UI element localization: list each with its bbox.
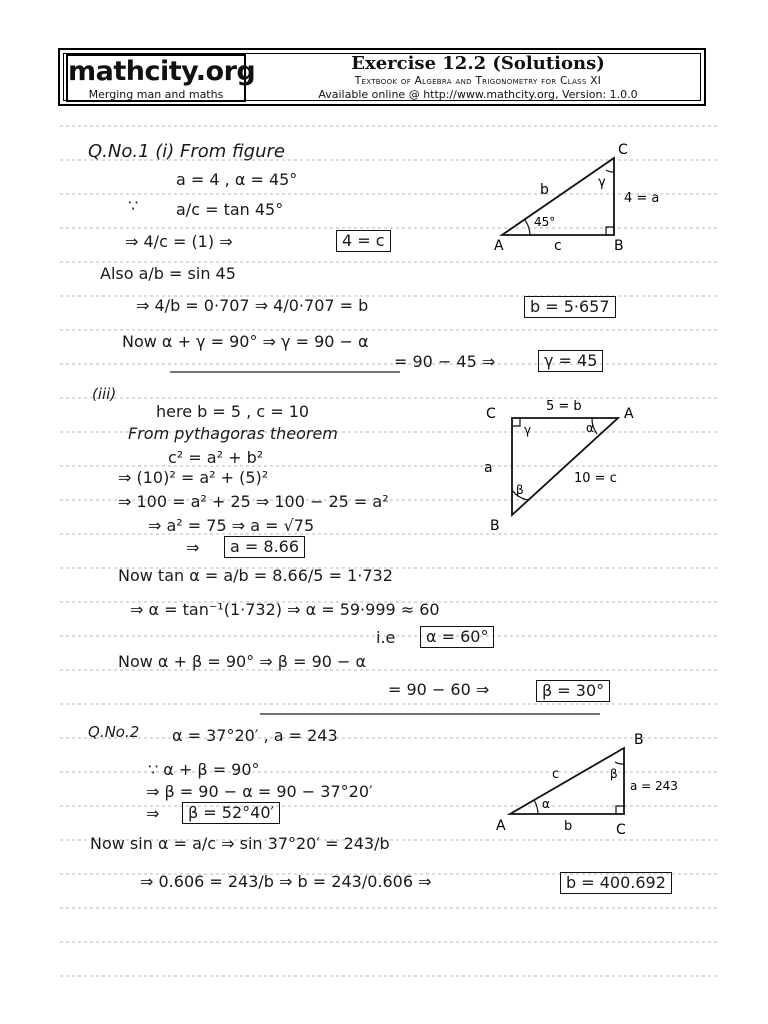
q1iii-vertex-b: B (490, 518, 500, 534)
q2-line-6: ⇒ 0.606 = 243/b ⇒ b = 243/0.606 ⇒ (140, 872, 432, 891)
q2-vertex-a: A (496, 818, 506, 834)
q2-triangle (492, 728, 702, 838)
q1-line-6: Now α + γ = 90° ⇒ γ = 90 − α (122, 332, 369, 351)
q1iii-line-6: ⇒ a² = 75 ⇒ a = √75 (148, 516, 315, 535)
logo-tagline: Merging man and maths (88, 88, 224, 101)
q2-line-3: ⇒ β = 90 − α = 90 − 37°20′ (146, 782, 373, 801)
q1-line-4: Also a/b = sin 45 (100, 264, 236, 283)
q1iii-line-12: = 90 − 60 ⇒ (388, 680, 490, 699)
q1-line-7: = 90 − 45 ⇒ (394, 352, 496, 371)
q1-line-5: ⇒ 4/b = 0·707 ⇒ 4/0·707 = b (136, 296, 369, 315)
logo-box (66, 54, 256, 102)
q1iii-triangle (478, 390, 658, 540)
q1-side-a: 4 = a (624, 191, 660, 206)
q1-angle-gamma: γ (598, 175, 606, 190)
q2-arrow-4: ⇒ (146, 804, 160, 823)
q1iii-side-left: a (484, 460, 493, 476)
q1iii-vertex-a: A (624, 406, 634, 422)
q2-answer-beta: β = 52°40′ (182, 802, 280, 824)
q1iii-heading: (iii) (92, 385, 117, 403)
q1iii-line-3: c² = a² + b² (168, 448, 264, 467)
q2-vertex-c: C (616, 822, 626, 838)
q1iii-line-1: here b = 5 , c = 10 (156, 402, 310, 421)
q1iii-answer-beta: β = 30° (536, 680, 610, 702)
q1iii-angle-gamma: γ (524, 423, 532, 437)
online-link-text: Available online @ http://www.mathcity.org, Version: 1.0.0 (318, 88, 638, 101)
q2-line-5: Now sin α = a/c ⇒ sin 37°20′ = 243/b (90, 834, 390, 853)
q1-angle-45: 45° (534, 215, 556, 229)
q2-angle-beta: β (610, 767, 618, 781)
q1iii-vertex-c: C (486, 406, 496, 422)
q2-line-2: ∵ α + β = 90° (148, 760, 260, 779)
q1iii-answer-alpha: α = 60° (420, 626, 494, 648)
q2-side-a: a = 243 (630, 779, 678, 793)
q1iii-angle-beta: β (516, 483, 524, 497)
q2-line-1: α = 37°20′ , a = 243 (172, 726, 338, 745)
q2-answer-b: b = 400.692 (560, 872, 672, 894)
logo: mathcity.org (68, 56, 256, 87)
q1-because: ∵ (128, 196, 139, 215)
q1iii-line-11: Now α + β = 90° ⇒ β = 90 − α (118, 652, 367, 671)
q1iii-side-top: 5 = b (546, 399, 582, 414)
q1-answer-b: b = 5·657 (524, 296, 616, 318)
q1iii-line-4: ⇒ (10)² = a² + (5)² (118, 468, 269, 487)
q1-side-b: b (540, 182, 549, 198)
q1-answer-c: 4 = c (336, 230, 391, 252)
q1-line-2: a/c = tan 45° (176, 200, 284, 219)
q1-heading: Q.No.1 (i) From figure (88, 141, 285, 162)
q1iii-line-8: Now tan α = a/b = 8.66/5 = 1·732 (118, 566, 393, 585)
q1-side-c: c (554, 238, 562, 254)
exercise-title: Exercise 12.2 (Solutions) (351, 53, 605, 74)
q1-vertex-c: C (618, 142, 628, 158)
q2-heading: Q.No.2 (88, 723, 140, 741)
q1-vertex-b: B (614, 238, 624, 254)
q1-line-3: ⇒ 4/c = (1) ⇒ (125, 232, 233, 251)
q1iii-line-5: ⇒ 100 = a² + 25 ⇒ 100 − 25 = a² (118, 492, 389, 511)
q1iii-line-2: From pythagoras theorem (128, 424, 338, 443)
q1iii-side-hyp: 10 = c (574, 471, 617, 486)
q1iii-answer-a: a = 8.66 (224, 536, 305, 558)
q1iii-line-9: ⇒ α = tan⁻¹(1·732) ⇒ α = 59·999 ≈ 60 (130, 600, 440, 619)
q1-vertex-a: A (494, 238, 504, 254)
book-subtitle: Textbook of Algebra and Trigonometry for Class XI (354, 75, 602, 87)
q1-line-1: a = 4 , α = 45° (176, 170, 298, 189)
q1iii-angle-alpha: α (586, 421, 594, 435)
q2-vertex-b: B (634, 732, 644, 748)
q1iii-ie: i.e (376, 628, 396, 647)
q1-answer-gamma: γ = 45 (538, 350, 603, 372)
q1-triangle (490, 140, 690, 255)
q2-side-c: c (552, 767, 560, 782)
q2-angle-alpha: α (542, 797, 550, 811)
q2-side-b: b (564, 819, 573, 834)
q1iii-arrow-7: ⇒ (186, 538, 200, 557)
